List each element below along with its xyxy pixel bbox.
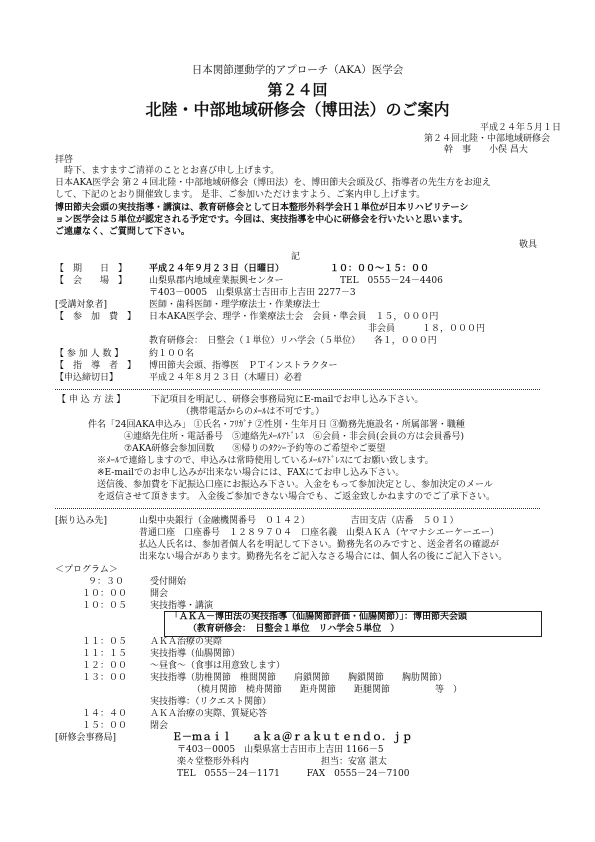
program-item-cont: 実技指導：（リクエスト関節） bbox=[150, 697, 272, 707]
program-item: ＡＫＡ治療の実際、質疑応答 bbox=[150, 709, 268, 719]
apply-line: （携帯電話からのﾒｰﾙは不可です。） bbox=[181, 407, 325, 417]
page-title: 北陸・中部地域研修会（博田法）のご案内 bbox=[145, 100, 450, 119]
divider bbox=[55, 389, 540, 390]
program-item: 閉会 bbox=[150, 721, 169, 731]
office-address: 〒403－0005 山梨県富士吉田市上吉田 1166－5 bbox=[177, 745, 384, 755]
bank-line: 山梨中央銀行（金融機関番号 ０１４２） 吉田支店（店番 ５０１） bbox=[139, 516, 459, 526]
fee-nonmember: 非会員 １８，０００円 bbox=[368, 324, 486, 334]
program-time: １０：００ bbox=[82, 589, 128, 599]
lecture-credits: （教育研修会： 日整会１単位 リハ学会５単位 ） bbox=[188, 624, 400, 634]
divider bbox=[55, 508, 540, 509]
bank-label: [振り込み先] bbox=[55, 516, 108, 526]
office-email[interactable]: Ｅ－ｍａｉｌ ａｋａ＠ｒａｋｕｔｅｎｄｏ．ｊｐ bbox=[172, 732, 412, 743]
instructors-value: 博田節夫会頭、指導医 ＰＴインストラクター bbox=[149, 361, 338, 371]
bank-line: 普通口座 口座番号 １２８９７０４ 口座名義 山梨ＡＫＡ（ヤマナシエーケーエー） bbox=[139, 528, 499, 538]
program-time: １１：１５ bbox=[82, 649, 128, 659]
apply-label: 【 申 込 方 法 】 bbox=[57, 395, 126, 405]
apply-line: 送信後、参加費を下記振込口座にお振込み下さい。入金をもって参加決定とし、参加決定のメール bbox=[97, 480, 493, 490]
closing-word: 敬具 bbox=[519, 240, 538, 250]
issue-date: 平成２４年５月１日 bbox=[480, 123, 562, 133]
lecture-title: 「ＡＫＡ－博田法の実技指導（仙腸関節評価・仙腸関節）」：博田節夫会頭 bbox=[170, 612, 468, 622]
bank-line: 出来ない場合があります。勤務先名をご記入なさる場合には、個人名の後にご記入下さい。 bbox=[139, 552, 508, 562]
apply-line: 件名「24回AKA申込み」 ①氏名・ﾌﾘｶﾞﾅ ②性別・生年月日 ③勤務先施設名・所属部署・職種 bbox=[88, 420, 465, 430]
apply-line: ④連絡先住所・電話番号 ⑤連絡先ﾒｰﾙｱﾄﾞﾚｽ ⑥会員・非会員(会員の方は会員番号) bbox=[124, 432, 465, 442]
sender-org: 第２４回北陸・中部地域研修会 bbox=[424, 134, 551, 144]
capacity-value: 約１００名 bbox=[149, 349, 195, 359]
program-item: 実技指導（仙腸関節） bbox=[150, 649, 241, 659]
body-line-bold: 博田節夫会頭の実技指導・講演は、教育研修会として日本整形外科学会Ｈ１単位が日本リハビリテーシ bbox=[55, 203, 469, 213]
body-line: 時下、ますますご清祥のこととお喜び申し上げます。 bbox=[55, 166, 280, 176]
venue-tel: TEL 0555－24－4406 bbox=[340, 276, 443, 286]
venue-label: 【 会 場 】 bbox=[55, 276, 128, 286]
body-line-bold: ョン医学会は５単位が認定される予定です。今回は、実技指導を中心に研修会を行いたいと思います。 bbox=[55, 215, 468, 225]
body-line: して、下記のとおり開催致します。 是非、ご参加いただけますよう、ご案内申し上げます。 bbox=[55, 190, 426, 200]
program-item: 受付開始 bbox=[150, 577, 187, 587]
program-item: 実技指導・講演 bbox=[150, 601, 214, 611]
apply-line: ※ﾒｰﾙで連絡しますので、申込みは常時使用しているﾒｰﾙｱﾄﾞﾚｽにてお願い致します。 bbox=[97, 456, 434, 466]
program-time: ９：３０ bbox=[88, 577, 125, 587]
fee-member: 日本AKA医学会、理学・作業療法士会 会員・準会員 １５，０００円 bbox=[149, 312, 439, 322]
body-line-bold: ご遠慮なく、ご質問して下さい。 bbox=[55, 227, 190, 237]
program-item: ～昼食～（食事は用意致します） bbox=[150, 661, 286, 671]
apply-line: ⑦AKA研修会参加回数 ⑧帰りのﾀｸｼｰ予約等のご希望やご要望 bbox=[124, 444, 386, 454]
apply-line: 下記項目を明記し、研修会事務局宛にE-mailでお申し込み下さい。 bbox=[151, 395, 424, 405]
program-item: 開会 bbox=[150, 589, 169, 599]
office-clinic: 楽々堂整形外科内 担当：安富 湛太 bbox=[177, 757, 387, 767]
office-label: [研修会事務局] bbox=[55, 733, 117, 743]
apply-line: を返信させて頂きます。 入金後ご参加できない場合でも、ご返金致しかねますのでご了承下さい。 bbox=[97, 492, 496, 502]
ki-heading: 記 bbox=[291, 252, 301, 262]
date-value: 平成２４年９月２３日（日曜日） bbox=[149, 264, 285, 274]
fee-label: 【 参 加 費 】 bbox=[55, 312, 137, 322]
program-time: １３：００ bbox=[82, 673, 128, 683]
deadline-label: 【申込締切日】 bbox=[55, 373, 119, 383]
venue-value: 山梨県郡内地域産業振興センター bbox=[149, 276, 284, 286]
apply-line: ※E-mailでのお申し込みが出来ない場合には、FAXにてお申し込み下さい。 bbox=[97, 468, 405, 478]
program-time: １５：００ bbox=[82, 721, 128, 731]
program-time: １０：０５ bbox=[82, 601, 128, 611]
program-time: １４：４０ bbox=[82, 709, 128, 719]
fee-education: 教育研修会： 日整会（１単位）リハ学会（５単位） 各１，０００円 bbox=[149, 336, 437, 346]
program-time: １１：０５ bbox=[82, 637, 128, 647]
office-phone: TEL 0555－24－1171 FAX 0555－24－7100 bbox=[177, 769, 410, 779]
body-line: 日本AKA医学会 第２４回北陸・中部地域研修会（博田法）を、博田節夫会頭及び、指導者の先生方をお迎え bbox=[55, 178, 491, 188]
salutation: 拝啓 bbox=[55, 155, 74, 165]
program-label: ＜プログラム＞ bbox=[55, 565, 118, 575]
venue-address: 〒403－0005 山梨県富士吉田市上吉田 2277－3 bbox=[149, 288, 356, 298]
capacity-label: 【 参 加 人 数 】 bbox=[55, 349, 124, 359]
date-label: 【 期 日 】 bbox=[55, 264, 128, 274]
instructors-label: 【 指 導 者 】 bbox=[55, 361, 137, 371]
program-item-cont: （橈月関節 橈舟関節 距舟関節 距腿関節 等 ） bbox=[192, 685, 463, 695]
organizer-heading: 日本関節運動学的アプローチ（AKA）医学会 bbox=[191, 64, 404, 76]
target-label: [受講対象者] bbox=[55, 300, 108, 310]
bank-line: 払込人氏名は、参加者個人名を明記して下さい。勤務先名のみですと、送金者名の確認が bbox=[139, 540, 500, 550]
sender-name: 幹 事 小俣 昌大 bbox=[444, 145, 528, 155]
program-time: １２：００ bbox=[82, 661, 128, 671]
program-item: ＡＫＡ治療の実際 bbox=[150, 637, 223, 647]
time-value: １０：００～１５：００ bbox=[330, 264, 430, 274]
deadline-value: 平成２４年８月２３日（木曜日）必着 bbox=[149, 373, 303, 383]
target-value: 医師・歯科医師・理学療法士・作業療法士 bbox=[149, 300, 321, 310]
program-item: 実技指導（肋椎関節 椎間関節 肩鎖関節 胸鎖関節 胸肋関節） bbox=[150, 673, 448, 683]
edition-heading: 第２４回 bbox=[267, 81, 328, 99]
